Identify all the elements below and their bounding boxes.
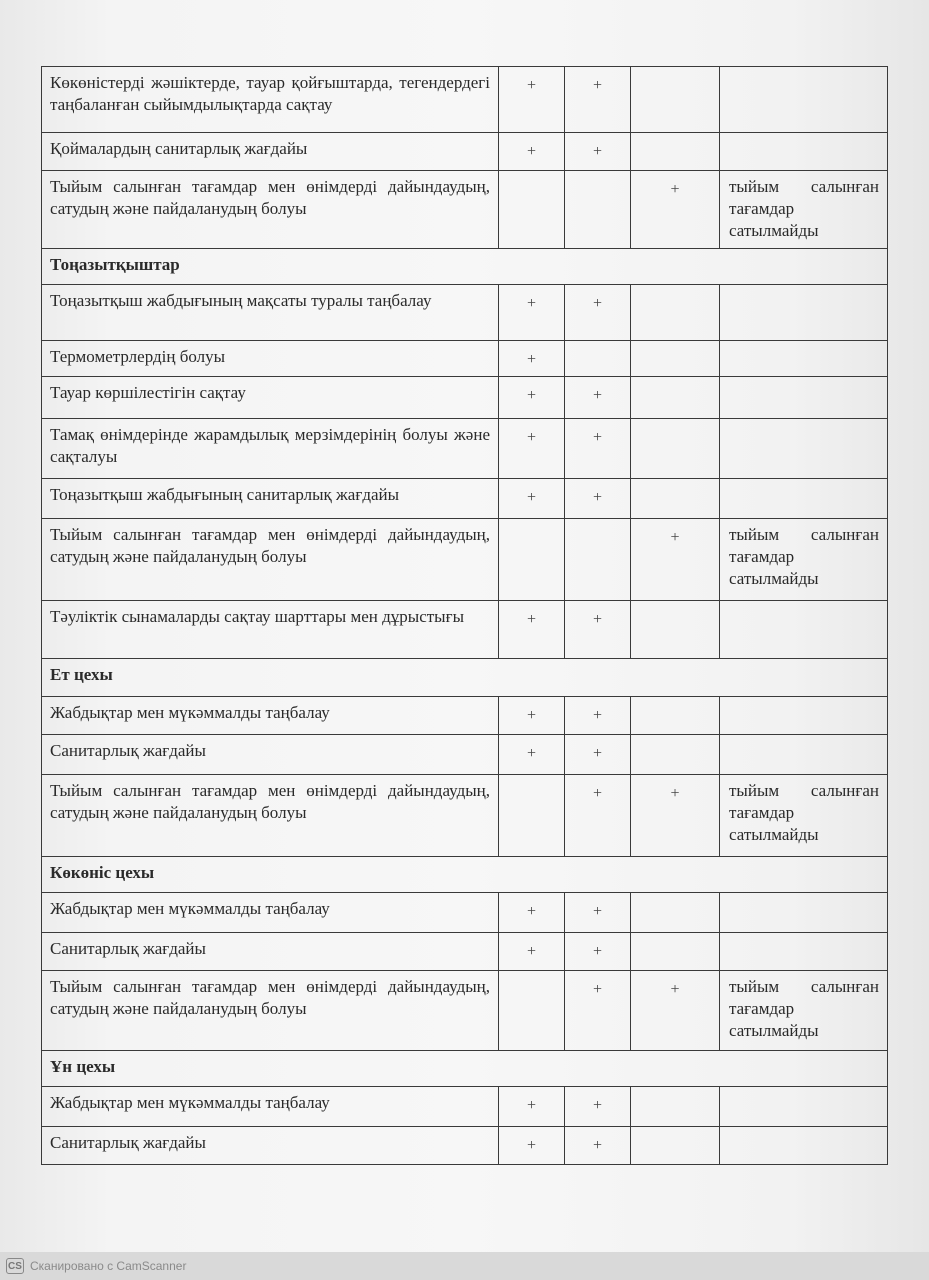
mark-cell-1	[499, 775, 565, 857]
mark-cell-2: +	[565, 775, 631, 857]
mark-cell-3	[631, 735, 720, 775]
mark-cell-1: +	[499, 67, 565, 133]
criterion-label: Көкөністерді жәшіктерде, тауар қойғыштарда, тегендердегі таңбаланған сыйымдылықтарда сақтау	[42, 67, 499, 133]
criterion-label: Тамақ өнімдерінде жарамдылық мерзімдерінің болуы және сақталуы	[42, 419, 499, 479]
table-row	[42, 1087, 888, 1127]
mark-cell-3: +	[631, 171, 720, 249]
mark-cell-2: +	[565, 133, 631, 171]
table-row	[42, 419, 888, 479]
mark-cell-2: +	[565, 601, 631, 659]
mark-cell-3	[631, 341, 720, 377]
mark-cell-2: +	[565, 285, 631, 341]
mark-cell-3	[631, 933, 720, 971]
criterion-label: Тыйым салынған тағамдар мен өнімдерді дайындаудың, сатудың және пайдаланудың болуы	[42, 971, 499, 1051]
criterion-label: Санитарлық жағдайы	[42, 735, 499, 775]
mark-cell-1: +	[499, 285, 565, 341]
mark-cell-3: +	[631, 775, 720, 857]
mark-cell-3	[631, 601, 720, 659]
note-cell	[720, 601, 888, 659]
mark-cell-3	[631, 479, 720, 519]
mark-cell-2: +	[565, 893, 631, 933]
section-header-row	[42, 1051, 888, 1087]
table-row	[42, 285, 888, 341]
section-title: Ет цехы	[42, 659, 888, 697]
scanner-footer	[6, 1256, 186, 1276]
note-cell	[720, 933, 888, 971]
mark-cell-1: +	[499, 1087, 565, 1127]
table-row	[42, 971, 888, 1051]
section-title: Тоңазытқыштар	[42, 249, 888, 285]
note-cell: тыйым салынған тағамдар сатылмайды	[720, 519, 888, 601]
note-cell: тыйым салынған тағамдар сатылмайды	[720, 171, 888, 249]
mark-cell-1: +	[499, 893, 565, 933]
mark-cell-2: +	[565, 1087, 631, 1127]
note-cell	[720, 419, 888, 479]
mark-cell-1: +	[499, 933, 565, 971]
mark-cell-2: +	[565, 735, 631, 775]
note-cell: тыйым салынған тағамдар сатылмайды	[720, 971, 888, 1051]
mark-cell-3	[631, 893, 720, 933]
mark-cell-3	[631, 67, 720, 133]
note-cell	[720, 1127, 888, 1165]
table-row	[42, 479, 888, 519]
mark-cell-2: +	[565, 933, 631, 971]
criterion-label: Термометрлердің болуы	[42, 341, 499, 377]
mark-cell-3	[631, 697, 720, 735]
mark-cell-3	[631, 133, 720, 171]
criterion-label: Тоңазытқыш жабдығының мақсаты туралы таңбалау	[42, 285, 499, 341]
note-cell	[720, 697, 888, 735]
table-row	[42, 171, 888, 249]
section-title: Көкөніс цехы	[42, 857, 888, 893]
table-row	[42, 1127, 888, 1165]
mark-cell-1: +	[499, 479, 565, 519]
criterion-label: Санитарлық жағдайы	[42, 933, 499, 971]
table-row	[42, 775, 888, 857]
mark-cell-1: +	[499, 419, 565, 479]
mark-cell-1: +	[499, 133, 565, 171]
mark-cell-2	[565, 341, 631, 377]
note-cell	[720, 479, 888, 519]
mark-cell-2: +	[565, 479, 631, 519]
mark-cell-1	[499, 971, 565, 1051]
table-row	[42, 519, 888, 601]
camscanner-logo-icon: CS	[6, 1258, 24, 1274]
inspection-table-body	[42, 67, 888, 1165]
note-cell	[720, 377, 888, 419]
mark-cell-1	[499, 171, 565, 249]
mark-cell-3	[631, 1087, 720, 1127]
mark-cell-2	[565, 171, 631, 249]
criterion-label: Қоймалардың санитарлық жағдайы	[42, 133, 499, 171]
note-cell	[720, 893, 888, 933]
mark-cell-2: +	[565, 419, 631, 479]
scanner-footer-text: Сканировано с CamScanner	[30, 1259, 187, 1273]
criterion-label: Жабдықтар мен мүкәммалды таңбалау	[42, 697, 499, 735]
note-cell	[720, 735, 888, 775]
mark-cell-1: +	[499, 377, 565, 419]
table-row	[42, 893, 888, 933]
note-cell	[720, 1087, 888, 1127]
mark-cell-1: +	[499, 697, 565, 735]
table-row	[42, 341, 888, 377]
note-cell: тыйым салынған тағамдар сатылмайды	[720, 775, 888, 857]
section-header-row	[42, 857, 888, 893]
table-row	[42, 601, 888, 659]
mark-cell-3	[631, 377, 720, 419]
mark-cell-1: +	[499, 1127, 565, 1165]
mark-cell-3: +	[631, 971, 720, 1051]
criterion-label: Тоңазытқыш жабдығының санитарлық жағдайы	[42, 479, 499, 519]
inspection-table-wrapper	[41, 66, 887, 1165]
table-row	[42, 133, 888, 171]
table-row	[42, 735, 888, 775]
table-row	[42, 67, 888, 133]
criterion-label: Тыйым салынған тағамдар мен өнімдерді дайындаудың, сатудың және пайдаланудың болуы	[42, 519, 499, 601]
note-cell	[720, 67, 888, 133]
mark-cell-2: +	[565, 971, 631, 1051]
criterion-label: Тәуліктік сынамаларды сақтау шарттары мен дұрыстығы	[42, 601, 499, 659]
section-header-row	[42, 249, 888, 285]
criterion-label: Санитарлық жағдайы	[42, 1127, 499, 1165]
mark-cell-2: +	[565, 1127, 631, 1165]
mark-cell-3	[631, 1127, 720, 1165]
note-cell	[720, 341, 888, 377]
mark-cell-2: +	[565, 697, 631, 735]
mark-cell-2: +	[565, 67, 631, 133]
section-header-row	[42, 659, 888, 697]
section-title: Ұн цехы	[42, 1051, 888, 1087]
criterion-label: Жабдықтар мен мүкәммалды таңбалау	[42, 893, 499, 933]
table-row	[42, 933, 888, 971]
mark-cell-1: +	[499, 601, 565, 659]
mark-cell-3	[631, 419, 720, 479]
criterion-label: Жабдықтар мен мүкәммалды таңбалау	[42, 1087, 499, 1127]
mark-cell-1	[499, 519, 565, 601]
note-cell	[720, 285, 888, 341]
mark-cell-1: +	[499, 735, 565, 775]
inspection-table	[41, 66, 888, 1165]
note-cell	[720, 133, 888, 171]
mark-cell-3	[631, 285, 720, 341]
table-row	[42, 697, 888, 735]
criterion-label: Тыйым салынған тағамдар мен өнімдерді дайындаудың, сатудың және пайдаланудың болуы	[42, 775, 499, 857]
mark-cell-2	[565, 519, 631, 601]
mark-cell-1: +	[499, 341, 565, 377]
mark-cell-2: +	[565, 377, 631, 419]
criterion-label: Тыйым салынған тағамдар мен өнімдерді дайындаудың, сатудың және пайдаланудың болуы	[42, 171, 499, 249]
criterion-label: Тауар көршілестігін сақтау	[42, 377, 499, 419]
table-row	[42, 377, 888, 419]
mark-cell-3: +	[631, 519, 720, 601]
